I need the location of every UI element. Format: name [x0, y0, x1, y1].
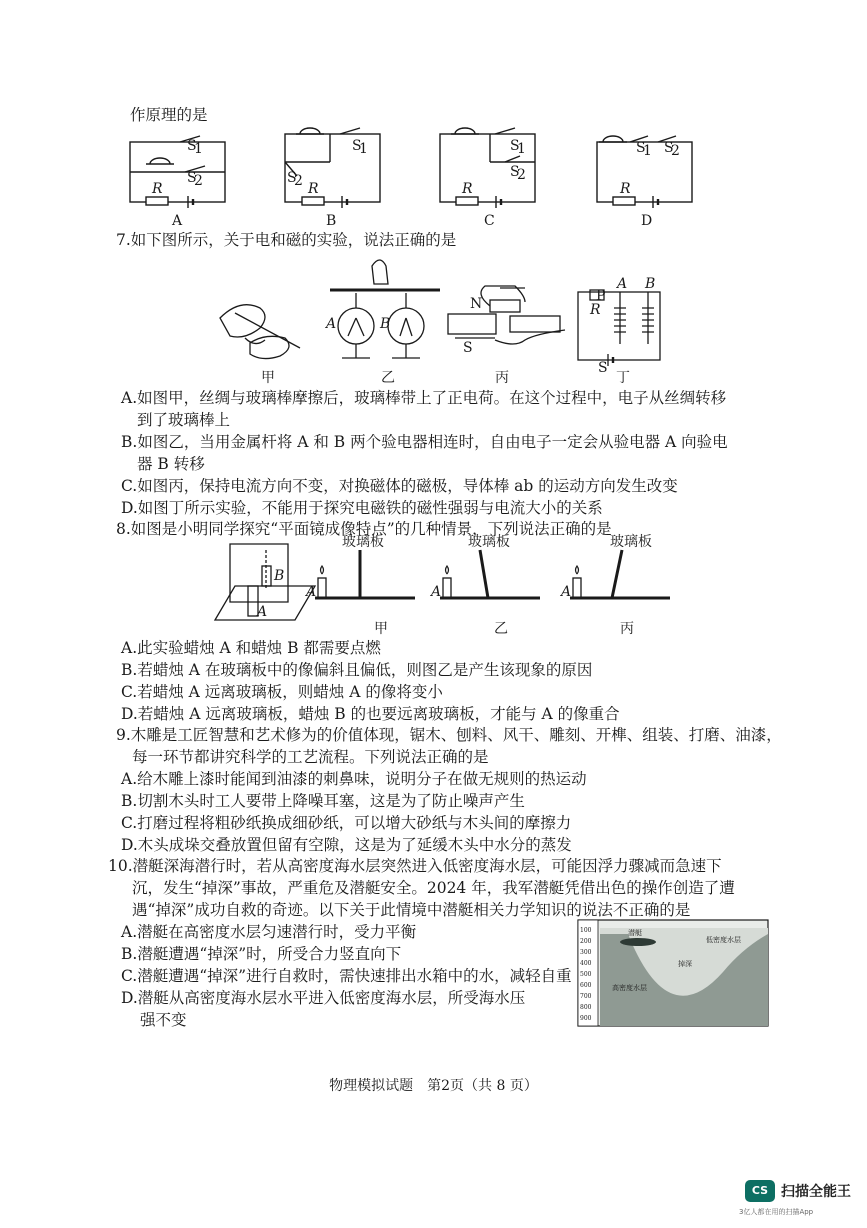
q7-stem: 7.如下图所示，关于电和磁的实验，说法正确的是	[116, 231, 457, 249]
q10-stem-3: 遇“掉深”成功自救的奇迹。以下关于此情境中潜艇相关力学知识的说法不正确的是	[132, 901, 691, 919]
circuit-c-s1: S	[510, 138, 520, 154]
q8-fig-yi	[440, 550, 540, 598]
q10-fig-high: 高密度水层	[612, 984, 647, 992]
q10-option-d: D.潜艇从高密度海水层水平进入低密度海水层，所受海水压	[121, 989, 526, 1007]
q10-fig-drop: 掉深	[678, 960, 692, 968]
q8-option-c: C.若蜡烛 A 远离玻璃板，则蜡烛 A 的像将变小	[121, 683, 443, 701]
circuit-a-s2: S	[187, 170, 197, 186]
q7-figures	[0, 248, 867, 388]
q6-stem-tail: 作原理的是	[130, 106, 208, 124]
q10-fig-low: 低密度水层	[706, 936, 741, 944]
q7-label-yi: 乙	[381, 370, 395, 386]
q7-yi-b: B	[380, 316, 391, 332]
q10-stem-1: 10.潜艇深海潜行时，若从高密度海水层突然进入低密度海水层，可能因浮力骤减而急速下	[108, 857, 722, 875]
q10-option-b: B.潜艇遭遇“掉深”时，所受合力竖直向下	[121, 945, 402, 963]
q7-bing-s: S	[463, 340, 473, 356]
q7-ding-s: S	[598, 360, 608, 376]
svg-text:200: 200	[580, 938, 592, 945]
q8-label-bing: 丙	[620, 621, 634, 637]
q10-sea-figure	[578, 920, 773, 1030]
q9-option-a: A.给木雕上漆时能闻到油漆的刺鼻味，说明分子在做无规则的热运动	[121, 770, 587, 788]
q9-option-b: B.切割木头时工人要带上降噪耳塞，这是为了防止噪声产生	[121, 792, 525, 810]
q8-3d-a: A	[257, 604, 268, 620]
q9-option-d: D.木头成垛交叠放置但留有空隙，这是为了延缓木头中水分的蒸发	[121, 836, 572, 854]
q8-label-jia: 甲	[374, 621, 388, 637]
circuit-b-s1-sub: 1	[359, 141, 368, 157]
svg-text:700: 700	[580, 993, 592, 1000]
svg-text:600: 600	[580, 982, 592, 989]
circuit-d-s1: S	[636, 140, 646, 156]
circuit-c-r: R	[462, 181, 473, 197]
q9-stem-2: 每一环节都讲究科学的工艺流程。下列说法正确的是	[132, 748, 489, 766]
circuit-b-s1: S	[352, 138, 362, 154]
q7-fig-bing-apparatus	[448, 286, 565, 344]
circuit-c-s2-sub: 2	[517, 167, 526, 183]
svg-text:900: 900	[580, 1015, 592, 1022]
q6-circuit-figures	[0, 0, 867, 240]
svg-text:800: 800	[580, 1004, 592, 1011]
q8-jia-glass: 玻璃板	[342, 534, 384, 550]
q9-option-c: C.打磨过程将粗砂纸换成细砂纸，可以增大砂纸与木头间的摩擦力	[121, 814, 572, 832]
q8-option-b: B.若蜡烛 A 在玻璃板中的像偏斜且偏低，则图乙是产生该现象的原因	[121, 661, 593, 679]
q10-fig-sub: 潜艇	[628, 929, 642, 937]
circuit-d-label: D	[641, 213, 653, 229]
circuit-a-s1-sub: 1	[194, 141, 203, 157]
q7-fig-yi-electroscopes	[330, 260, 440, 358]
q8-3d-b: B	[274, 568, 285, 584]
q7-ding-b: B	[645, 276, 656, 292]
q7-option-b: B.如图乙，当用金属杆将 A 和 B 两个验电器相连时，自由电子一定会从验电器 A 向验电	[121, 433, 728, 451]
circuit-a-s2-sub: 2	[194, 173, 203, 189]
scanner-logo-icon: CS	[745, 1180, 775, 1202]
circuit-d-s1-sub: 1	[643, 143, 652, 159]
q7-option-a: A.如图甲，丝绸与玻璃棒摩擦后，玻璃棒带上了正电荷。在这个过程中，电子从丝绸转移	[121, 389, 727, 407]
q8-figures	[0, 536, 867, 636]
q8-fig-bing	[570, 550, 670, 598]
svg-text:300: 300	[580, 949, 592, 956]
q7-option-d: D.如图丁所示实验，不能用于探究电磁铁的磁性强弱与电流大小的关系	[121, 499, 603, 517]
q7-yi-a: A	[326, 316, 337, 332]
circuit-a-r: R	[152, 181, 163, 197]
circuit-d-r: R	[620, 181, 631, 197]
q10-option-d-cont: 强不变	[140, 1011, 187, 1029]
scanner-tagline: 3亿人都在用的扫描App	[739, 1208, 814, 1216]
q8-jia-a: A	[306, 584, 317, 600]
q8-yi-a: A	[431, 584, 442, 600]
svg-text:500: 500	[580, 971, 592, 978]
circuit-a-s1: S	[187, 138, 197, 154]
q10-stem-2: 沉，发生“掉深”事故，严重危及潜艇安全。2024 年，我军潜艇凭借出色的操作创造了遭	[132, 879, 735, 897]
circuit-a	[130, 136, 225, 208]
circuit-c-s2: S	[510, 164, 520, 180]
q8-fig-jia	[315, 550, 415, 598]
scanner-app-name: 扫描全能王	[781, 1184, 851, 1200]
circuit-b-label: B	[326, 213, 337, 229]
q7-label-jia: 甲	[261, 370, 275, 386]
q7-ding-p: P	[596, 288, 606, 304]
q7-option-b-cont: 器 B 转移	[137, 455, 205, 473]
circuit-b-r: R	[308, 181, 319, 197]
q7-option-a-cont: 到了玻璃棒上	[137, 411, 231, 429]
page-footer: 物理模拟试题 第2页（共 8 页）	[329, 1078, 538, 1094]
svg-text:100: 100	[580, 927, 592, 934]
circuit-d-s2: S	[664, 140, 674, 156]
circuit-a-label: A	[172, 213, 183, 229]
q8-bing-a: A	[561, 584, 572, 600]
q10-option-a: A.潜艇在高密度水层匀速潜行时，受力平衡	[121, 923, 417, 941]
q7-ding-r: R	[590, 302, 601, 318]
circuit-d-s2-sub: 2	[671, 143, 680, 159]
q8-bing-glass: 玻璃板	[610, 534, 652, 550]
q7-option-c: C.如图丙，保持电流方向不变，对换磁体的磁极，导体棒 ab 的运动方向发生改变	[121, 477, 678, 495]
circuit-b	[285, 128, 380, 208]
q10-option-c: C.潜艇遭遇“掉深”进行自救时，需快速排出水箱中的水，减轻自重	[121, 967, 572, 985]
q10-depth-ticks	[580, 927, 592, 1022]
q7-label-bing: 丙	[495, 370, 509, 386]
q8-option-a: A.此实验蜡烛 A 和蜡烛 B 都需要点燃	[121, 639, 381, 657]
q8-stem: 8.如图是小明同学探究“平面镜成像特点”的几种情景，下列说法正确的是	[116, 520, 612, 538]
q9-stem-1: 9.木雕是工匠智慧和艺术修为的价值体现，锯木、刨料、风干、雕刻、开榫、组装、打磨、油漆，	[116, 726, 782, 744]
circuit-c-s1-sub: 1	[517, 141, 526, 157]
svg-text:400: 400	[580, 960, 592, 967]
circuit-c-label: C	[484, 213, 495, 229]
q8-yi-glass: 玻璃板	[468, 534, 510, 550]
q7-ding-a: A	[617, 276, 628, 292]
q8-label-yi: 乙	[494, 621, 508, 637]
q7-fig-jia-hands	[220, 305, 300, 359]
q7-bing-n: N	[470, 296, 483, 312]
circuit-b-s2: S	[287, 170, 297, 186]
q8-option-d: D.若蜡烛 A 远离玻璃板，蜡烛 B 的也要远离玻璃板，才能与 A 的像重合	[121, 705, 620, 723]
circuit-b-s2-sub: 2	[294, 173, 303, 189]
q7-label-ding: 丁	[616, 370, 630, 386]
